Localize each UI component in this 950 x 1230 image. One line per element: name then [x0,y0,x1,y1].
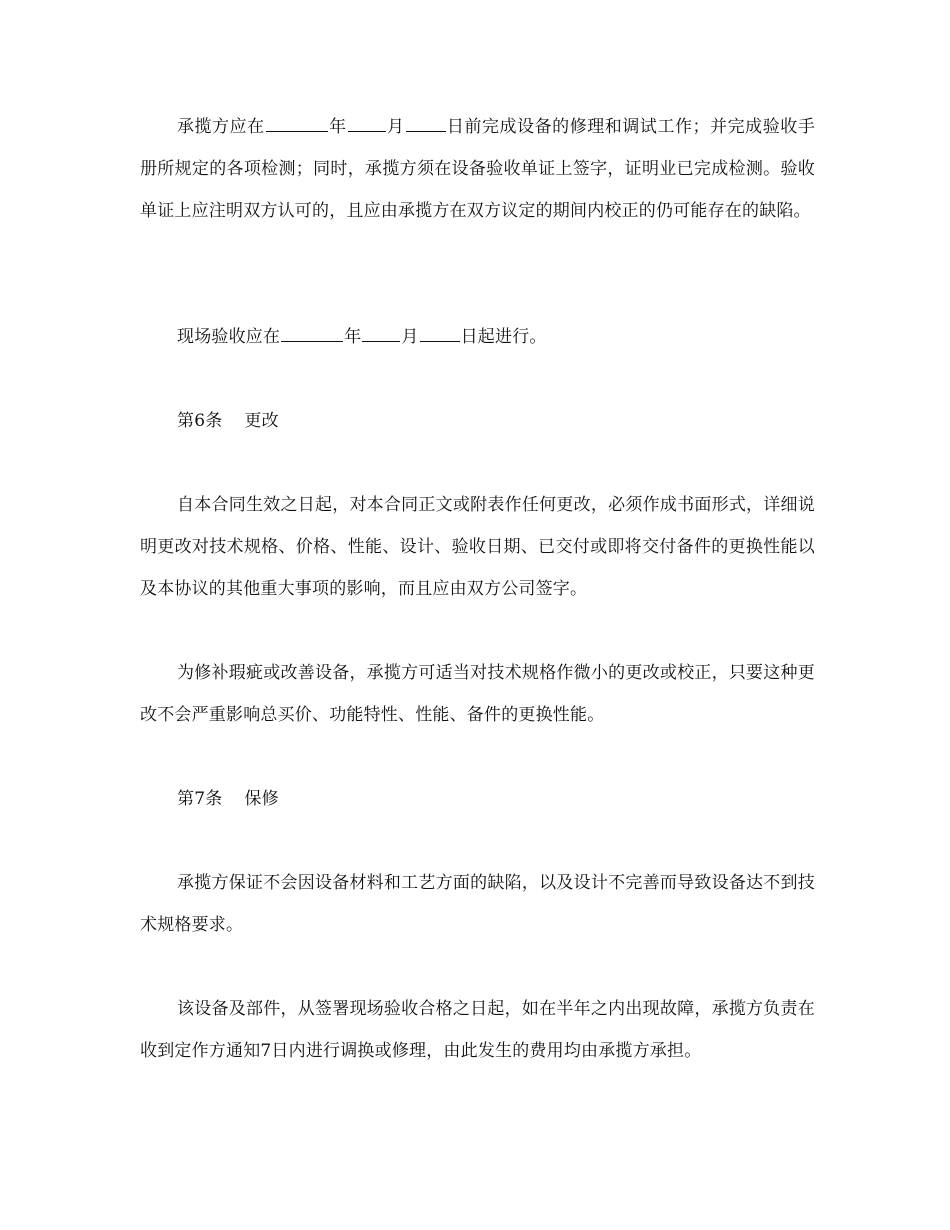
text-segment: 日前完成设备的修理和调试工作；并完成验收手册所规定的各项检测；同时，承揽方须在设备验收单证上签字，证明业已完成检测。验收单证上应注明双方认可的，且应由承揽方在双方议定的期间内校正的仍可能存在的缺陷。 [140,117,816,221]
blank-year-field[interactable] [281,323,343,342]
article-title: 保修 [244,789,279,809]
paragraph-warranty-period: 该设备及部件，从签署现场验收合格之日起，如在半年之内出现故障，承揽方负责在收到定作方通知7日内进行调换或修理，由此发生的费用均由承揽方承担。 [140,999,815,1061]
article-6-heading [140,400,815,442]
article-number: 第7条 [177,789,223,809]
blank-month-field[interactable] [362,323,400,342]
text-segment: 年 [328,117,347,137]
article-number: 第6条 [177,411,223,431]
paragraph-minor-changes: 为修补瑕疵或改善设备，承揽方可适当对技术规格作微小的更改或校正，只要这种更改不会严重影响总买价、功能特性、性能、备件的更换性能。 [140,663,815,725]
article-7-heading [140,778,815,820]
text-segment: 年 [344,327,362,347]
paragraph-site-acceptance [140,316,815,358]
blank-month-field[interactable] [348,113,386,132]
text-segment: 现场验收应在 [177,327,281,347]
blank-day-field[interactable] [420,323,460,342]
paragraph-amendment-form: 自本合同生效之日起，对本合同正文或附表作任何更改，必须作成书面形式，详细说明更改对技术规格、价格、性能、设计、验收日期、已交付或即将交付备件的更换性能以及本协议的其他重大事项的影响，而且应由双方公司签字。 [140,495,815,599]
article-title: 更改 [244,411,279,431]
text-segment: 月 [386,117,405,137]
blank-day-field[interactable] [406,113,446,132]
text-segment: 日起进行。 [460,327,547,347]
paragraph-warranty-defects: 承揽方保证不会因设备材料和工艺方面的缺陷，以及设计不完善而导致设备达不到技术规格要求。 [140,873,815,935]
paragraph-completion-deadline [140,106,815,232]
blank-year-field[interactable] [266,113,328,132]
text-segment: 承揽方应在 [177,117,265,137]
text-segment: 月 [401,327,419,347]
